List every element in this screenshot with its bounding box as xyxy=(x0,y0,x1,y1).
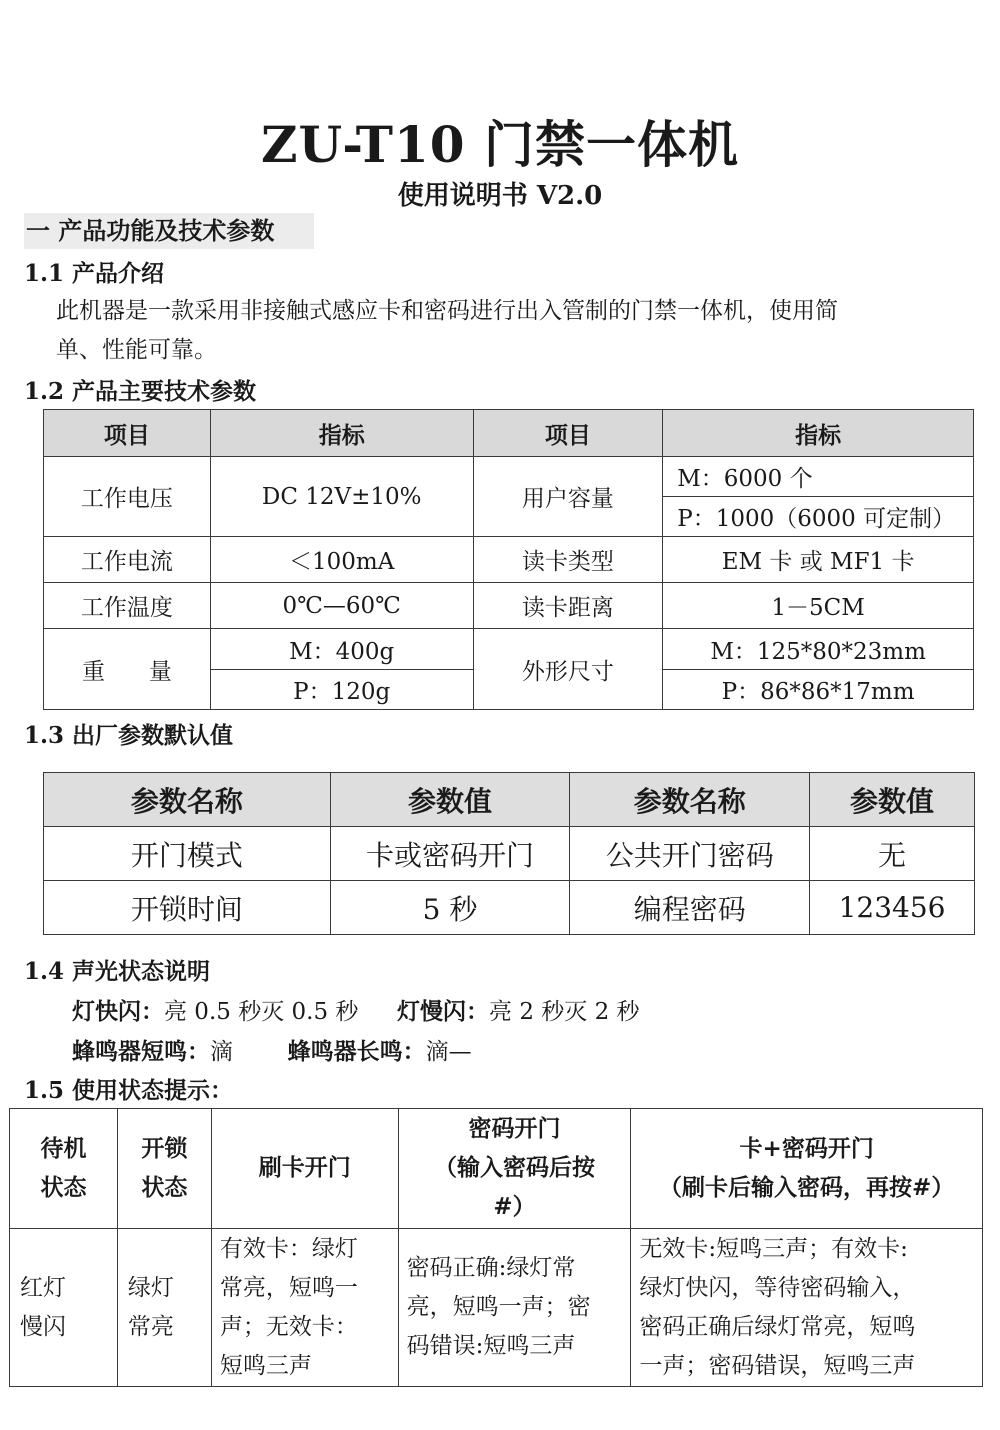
table-cell xyxy=(631,1229,983,1387)
table-row xyxy=(10,1229,983,1387)
table-cell: 公共开门密码 xyxy=(570,827,810,881)
fast-flash-label: 灯快闪： xyxy=(72,999,164,1025)
value-cell: P：1000（6000 可定制） xyxy=(663,497,974,537)
header-cell: 项目 xyxy=(473,410,663,457)
section-heading-1-1: 1.1 产品介绍 xyxy=(24,260,165,287)
light-status-line xyxy=(72,993,640,1026)
header-line: 卡+密码开门 xyxy=(739,1135,874,1162)
value-cell: M：400g xyxy=(210,629,473,670)
cell-line: 密码正确后绿灯常亮，短鸣 xyxy=(639,1313,916,1340)
usage-status-table xyxy=(9,1108,983,1387)
cell-line: 慢闪 xyxy=(20,1313,66,1340)
table-row xyxy=(44,629,974,670)
header-cell: 参数名称 xyxy=(44,773,331,827)
buzzer-status-line xyxy=(72,1033,472,1066)
long-beep-label: 蜂鸣器长鸣： xyxy=(287,1039,426,1065)
table-header-row xyxy=(44,410,974,457)
table-header-row xyxy=(10,1109,983,1229)
header-cell: 参数值 xyxy=(810,773,975,827)
cell-line: 绿灯快闪，等待密码输入， xyxy=(639,1274,916,1301)
cell-line: 常亮，短鸣一 xyxy=(219,1274,358,1301)
value-cell: P：120g xyxy=(210,670,473,710)
table-row xyxy=(44,457,974,497)
header-line: 密码开门 xyxy=(468,1116,561,1142)
header-cell xyxy=(398,1109,631,1229)
tech-spec-table xyxy=(43,409,974,710)
table-cell: 开锁时间 xyxy=(44,881,331,935)
cell-line: 无效卡:短鸣三声；有效卡: xyxy=(639,1235,908,1262)
table-row xyxy=(44,537,974,583)
header-cell xyxy=(631,1109,983,1229)
header-cell xyxy=(10,1109,118,1229)
cell-line: 绿灯 xyxy=(127,1274,174,1301)
short-beep-label: 蜂鸣器短鸣： xyxy=(72,1039,210,1065)
section-heading-1-4: 1.4 声光状态说明 xyxy=(24,958,211,985)
cell-line: 短鸣三声 xyxy=(219,1352,312,1379)
header-cell: 项目 xyxy=(44,410,211,457)
long-beep-value: 滴— xyxy=(425,1039,472,1065)
label-cell: 读卡类型 xyxy=(473,537,663,583)
value-cell: 0℃—60℃ xyxy=(210,583,473,629)
cell-line: 有效卡：绿灯 xyxy=(219,1235,358,1262)
fast-flash-value: 亮 0.5 秒灭 0.5 秒 xyxy=(164,999,359,1025)
short-beep-value: 滴 xyxy=(210,1039,233,1065)
cell-line: 常亮 xyxy=(127,1313,174,1340)
value-cell: EM 卡 或 MF1 卡 xyxy=(663,537,974,583)
section-heading-1: 一 产品功能及技术参数 xyxy=(24,213,314,249)
header-cell xyxy=(117,1109,211,1229)
table-cell: 5 秒 xyxy=(330,881,570,935)
intro-paragraph xyxy=(56,292,996,370)
label-cell: 外形尺寸 xyxy=(473,629,663,710)
intro-line-1: 此机器是一款采用非接触式感应卡和密码进行出入管制的门禁一体机，使用简 xyxy=(56,298,838,324)
cell-line: 声；无效卡： xyxy=(219,1313,358,1340)
cell-line: 红灯 xyxy=(20,1274,66,1301)
value-cell: M：125*80*23mm xyxy=(663,629,974,670)
header-cell: 刷卡开门 xyxy=(211,1109,398,1229)
header-line: #） xyxy=(493,1194,536,1220)
value-cell: P：86*86*17mm xyxy=(663,670,974,710)
slow-flash-value: 亮 2 秒灭 2 秒 xyxy=(489,999,640,1025)
section-heading-1-2: 1.2 产品主要技术参数 xyxy=(24,378,257,405)
cell-line: 密码正确:绿灯常 xyxy=(406,1255,576,1281)
label-cell: 工作温度 xyxy=(44,583,211,629)
intro-line-2: 单、性能可靠。 xyxy=(56,337,217,363)
table-cell xyxy=(117,1229,211,1387)
table-cell: 123456 xyxy=(810,881,975,935)
label-cell: 读卡距离 xyxy=(473,583,663,629)
label-cell: 工作电压 xyxy=(44,457,211,537)
header-line: 状态 xyxy=(40,1174,87,1201)
value-cell: ＜100mA xyxy=(210,537,473,583)
cell-line: 亮，短鸣一声；密 xyxy=(406,1294,591,1320)
label-cell: 用户容量 xyxy=(473,457,663,537)
table-cell: 无 xyxy=(810,827,975,881)
table-cell: 开门模式 xyxy=(44,827,331,881)
label-cell: 重 量 xyxy=(44,629,211,710)
table-header-row xyxy=(44,773,975,827)
table-cell xyxy=(211,1229,398,1387)
section-heading-1-5: 1.5 使用状态提示： xyxy=(24,1077,234,1104)
table-row xyxy=(44,827,975,881)
table-row xyxy=(44,881,975,935)
header-line: （输入密码后按 xyxy=(434,1155,596,1181)
header-line: （刷卡后输入密码，再按#） xyxy=(659,1174,955,1201)
document-subtitle: 使用说明书 V2.0 xyxy=(397,181,603,211)
header-line: 状态 xyxy=(141,1174,188,1201)
header-line: 待机 xyxy=(40,1135,87,1162)
header-cell: 指标 xyxy=(663,410,974,457)
table-cell: 卡或密码开门 xyxy=(330,827,570,881)
header-cell: 指标 xyxy=(210,410,473,457)
section-heading-1-3: 1.3 出厂参数默认值 xyxy=(24,722,234,749)
table-cell xyxy=(398,1229,631,1387)
cell-line: 一声；密码错误，短鸣三声 xyxy=(639,1352,916,1379)
value-cell: 1－5CM xyxy=(663,583,974,629)
header-cell: 参数值 xyxy=(330,773,570,827)
value-cell: M：6000 个 xyxy=(663,457,974,497)
cell-line: 码错误:短鸣三声 xyxy=(406,1333,576,1359)
slow-flash-label: 灯慢闪： xyxy=(397,999,490,1025)
header-line: 开锁 xyxy=(141,1135,188,1162)
document-title: ZU-T10 门禁一体机 xyxy=(261,115,739,174)
default-params-table xyxy=(43,772,975,935)
table-row xyxy=(44,583,974,629)
table-cell xyxy=(10,1229,118,1387)
header-cell: 参数名称 xyxy=(570,773,810,827)
label-cell: 工作电流 xyxy=(44,537,211,583)
value-cell: DC 12V±10% xyxy=(210,457,473,537)
table-cell: 编程密码 xyxy=(570,881,810,935)
